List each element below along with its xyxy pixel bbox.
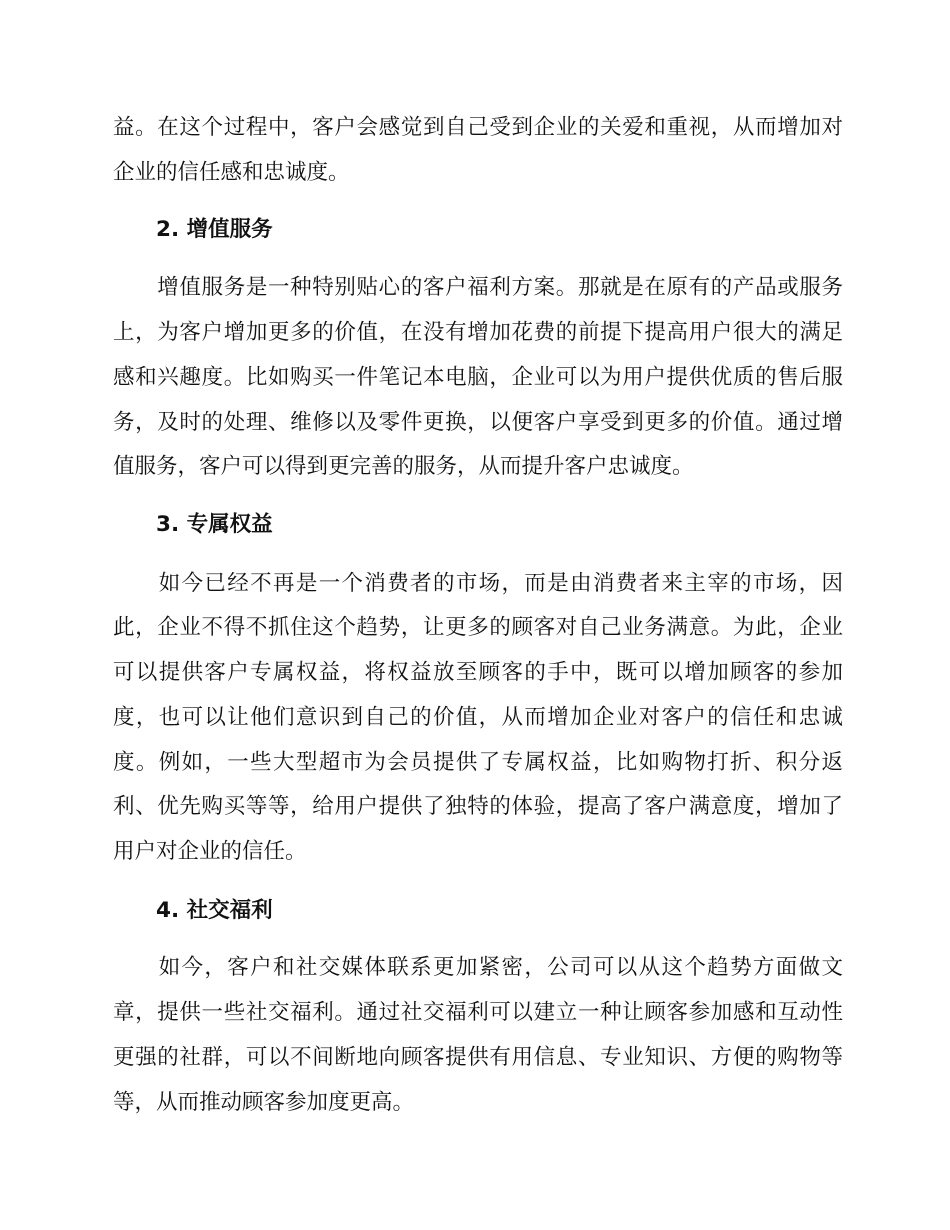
paragraph-line: 益。在这个过程中，客户会感觉到自己受到企业的关爱和重视，从而增加对 [113, 115, 843, 140]
paragraph-line: 等，从而推动顾客参加度更高。 [113, 1090, 415, 1115]
paragraph-line: 值服务，客户可以得到更完善的服务，从而提升客户忠诚度。 [113, 454, 694, 479]
paragraph-line: 章，提供一些社交福利。通过社交福利可以建立一种让顾客参加感和互动性 [113, 1000, 843, 1025]
paragraph-line: 度，也可以让他们意识到自己的价值，从而增加企业对客户的信任和忠诚 [113, 705, 843, 730]
paragraph-line: 增值服务是一种特别贴心的客户福利方案。那就是在原有的产品或服务 [113, 275, 843, 300]
section-heading: 3. 专属权益 [156, 512, 273, 537]
paragraph-line: 此，企业不得不抓住这个趋势，让更多的顾客对自己业务满意。为此，企业 [113, 615, 843, 640]
paragraph-line: 企业的信任感和忠诚度。 [113, 160, 350, 185]
paragraph-line: 如今已经不再是一个消费者的市场，而是由消费者来主宰的市场，因 [113, 571, 843, 596]
paragraph-line: 利、优先购买等等，给用户提供了独特的体验，提高了客户满意度，增加了 [113, 794, 843, 819]
paragraph-line: 更强的社群，可以不间断地向顾客提供有用信息、专业知识、方便的购物等 [113, 1045, 843, 1070]
paragraph-line: 用户对企业的信任。 [113, 839, 307, 864]
section-heading: 4. 社交福利 [156, 898, 273, 923]
paragraph-line: 如今，客户和社交媒体联系更加紧密，公司可以从这个趋势方面做文 [113, 955, 843, 980]
paragraph-line: 可以提供客户专属权益，将权益放至顾客的手中，既可以增加顾客的参加 [113, 660, 843, 685]
section-heading: 2. 增值服务 [156, 217, 273, 242]
paragraph-line: 上，为客户增加更多的价值，在没有增加花费的前提下提高用户很大的满足 [113, 320, 843, 345]
paragraph-line: 度。例如，一些大型超市为会员提供了专属权益，比如购物打折、积分返 [113, 750, 843, 775]
paragraph-line: 感和兴趣度。比如购买一件笔记本电脑，企业可以为用户提供优质的售后服 [113, 365, 843, 390]
paragraph-line: 务，及时的处理、维修以及零件更换，以便客户享受到更多的价值。通过增 [113, 410, 843, 435]
